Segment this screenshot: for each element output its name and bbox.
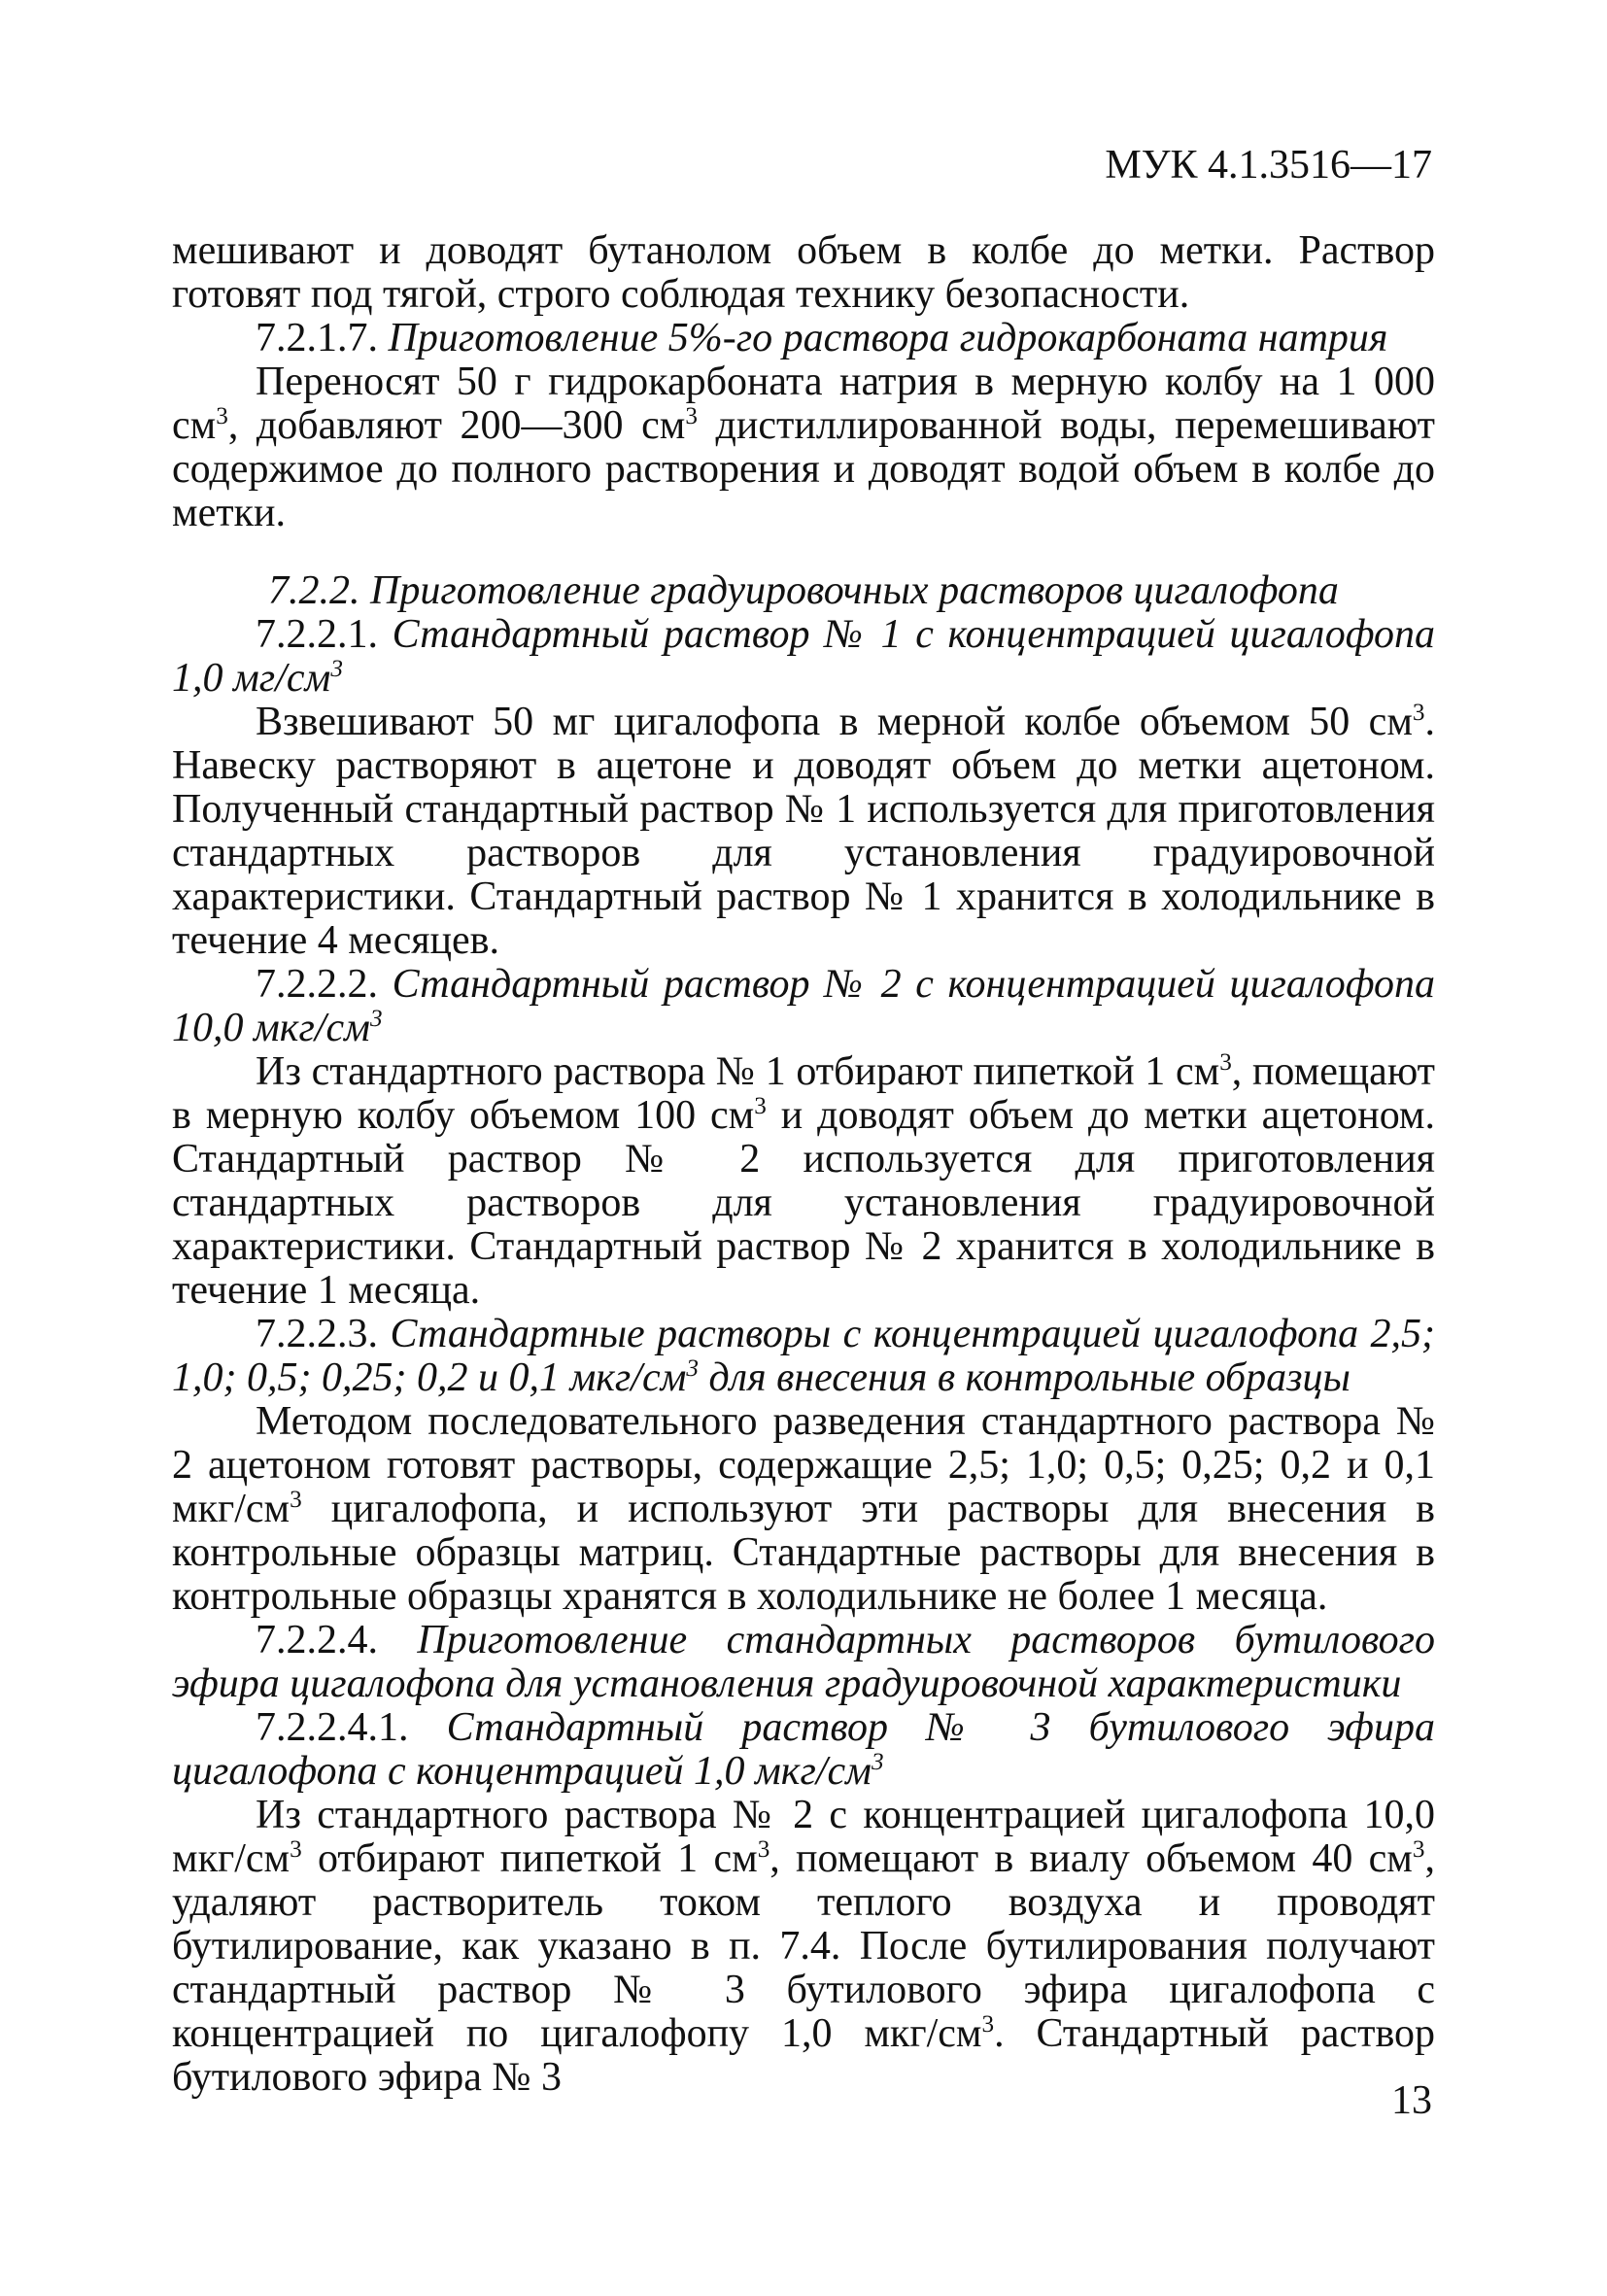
- paragraph-continuation: мешивают и доводят бутанолом объем в колбе до метки. Раствор готовят под тягой, строго соблюдая технику безопасности.: [172, 228, 1435, 317]
- paragraph-serial-dilution: Методом последовательного разведения стандартного раствора № 2 ацетоном готовят растворы, содержащие 2,5; 1,0; 0,5; 0,25; 0,2 и 0,1 мкг/$см^3$ цигалофопа, и используют эти растворы для внесения в контрольные образцы матриц. Стандартные растворы для внесения в контрольные образцы хранятся в холодильнике не более 1 месяца.: [172, 1399, 1435, 1619]
- paragraph-standard-solution-1: Взвешивают 50 мг цигалофопа в мерной колбе объемом 50 $см^3$. Навеску растворяют в ацетоне и доводят объем до метки ацетоном. Полученный стандартный раствор № 1 используется для приготовления стандартных растворов для установления градуировочной характеристики. Стандартный раствор № 1 хранится в холодильнике в течение 4 месяцев.: [172, 700, 1435, 963]
- document-code-header: МУК 4.1.3516—17: [1105, 143, 1432, 188]
- paragraph-butylation: Из стандартного раствора № 2 с концентрацией цигалофопа 10,0 мкг/$см^3$ отбирают пипеткой 1 $см^3$, помещают в виалу объемом 40 $см^3$, удаляют растворитель током теплого воздуха и проводят бутилирование, как указано в п. 7.4. После бутилирования получают стандартный раствор № 3 бутилового эфира цигалофопа с концентрацией по цигалофопу 1,0 мкг/$см^3$. Стандартный раствор бутилового эфира № 3: [172, 1793, 1435, 2100]
- section-7-2-2-4-1-heading: 7.2.2.4.1. Стандартный раствор № 3 бутилового эфира цигалофопа с концентрацией 1,0 мкг/$см^3$: [172, 1705, 1436, 1794]
- paragraph-standard-solution-2: Из стандартного раствора № 1 отбирают пипеткой 1 $см^3$, помещают в мерную колбу объемом 100 $см^3$ и доводят объем до метки ацетоном. Стандартный раствор № 2 используется для приготовления стандартных растворов для установления градуировочной характеристики. Стандартный раствор № 2 хранится в холодильнике в течение 1 месяца.: [172, 1049, 1435, 1313]
- paragraph-sodium-bicarbonate: Переносят 50 г гидрокарбоната натрия в мерную колбу на 1 000 $см^3$, добавляют 200—300 $см^3$ дистиллированной воды, перемешивают содержимое до полного растворения и доводят водой объем в колбе до метки.: [172, 360, 1435, 535]
- section-7-2-1-7-heading: 7.2.1.7. Приготовление 5%-го раствора гидрокарбоната натрия: [256, 316, 1388, 360]
- section-7-2-2-1-heading: 7.2.2.1. Стандартный раствор № 1 с концентрацией цигалофопа 1,0 $мг/см^3$: [172, 612, 1436, 701]
- page-number: 13: [1391, 2078, 1432, 2123]
- section-7-2-2-3-heading: 7.2.2.3. Стандартные растворы с концентрацией цигалофопа 2,5; 1,0; 0,5; 0,25; 0,2 и 0,1 мкг/$см^3$ для внесения в контрольные образцы: [172, 1312, 1436, 1400]
- document-body: [172, 229, 1435, 2100]
- section-7-2-2-2-heading: 7.2.2.2. Стандартный раствор № 2 с концентрацией цигалофопа 10,0 мкг/$см^3$: [172, 962, 1436, 1050]
- section-7-2-2-4-heading: 7.2.2.4. Приготовление стандартных растворов бутилового эфира цигалофопа для установления градуировочной характеристики: [172, 1618, 1436, 1706]
- section-7-2-2-heading: 7.2.2. Приготовление градуировочных растворов цигалофопа: [268, 568, 1339, 613]
